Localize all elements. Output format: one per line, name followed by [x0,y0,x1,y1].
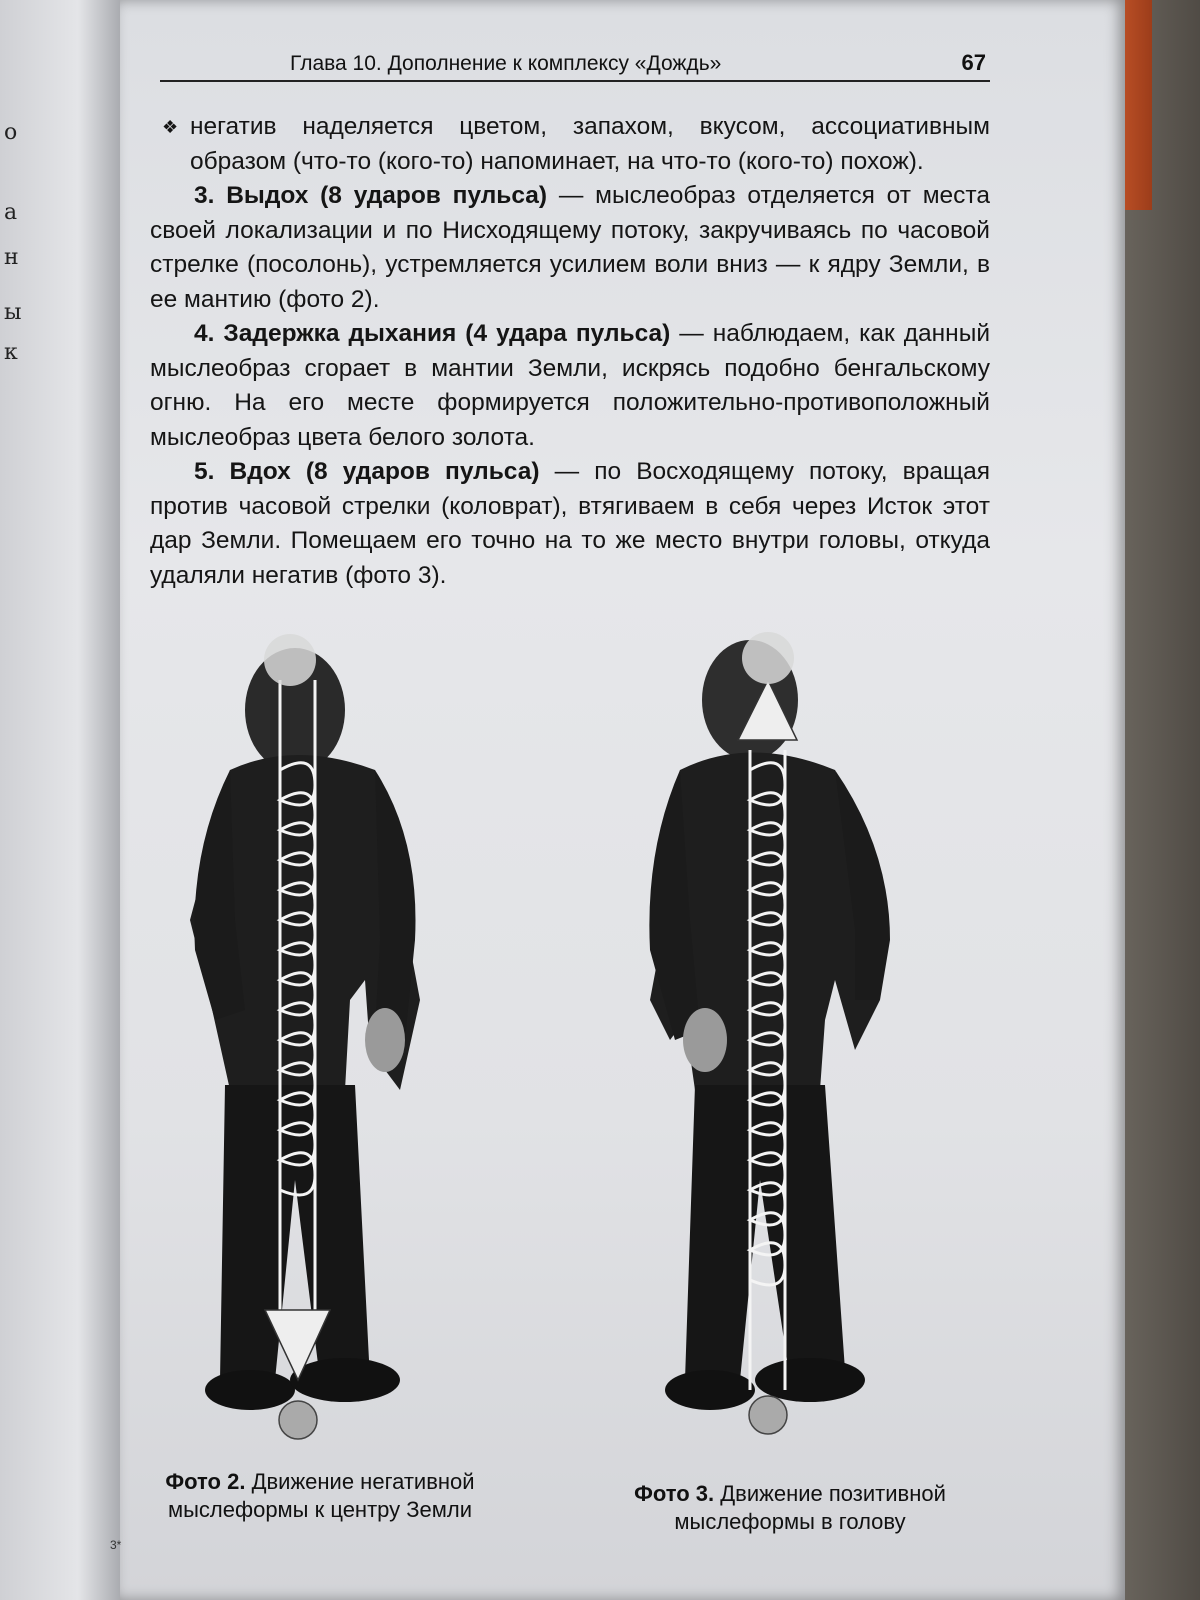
photo-2-caption-label: Фото 2. [165,1469,246,1494]
footnote-mark: 3* [110,1538,122,1552]
step-5-heading: 5. Вдох (8 ударов пульса) [194,458,540,485]
person-silhouette [649,640,890,1410]
photo-2-caption-text: Движение негативной мыслеформы к центру Земли [167,1469,475,1522]
step-4-paragraph [150,317,990,455]
running-header [160,50,990,82]
photo-2-caption [140,1468,500,1524]
step-4-text: — наблюдаем, как данный мыслеобраз сгорает в мантии Земли, искрясь подобно бенгальскому огню. На его месте формируется положительно-противоположный мыслеобраз цвета белого золота. [150,320,990,451]
left-margin-char: о [4,120,18,145]
left-margin-char: к [4,340,18,365]
head-circle-marker [742,632,794,684]
chapter-title: Глава 10. Дополнение к комплексу «Дождь» [290,52,722,75]
body-text [150,110,990,593]
page-number: 67 [961,50,986,75]
earth-core-circle [279,1401,317,1439]
photo-2-figure [170,620,530,1450]
photo-3-caption-text: Движение позитивной мыслеформы в голову [674,1481,946,1534]
step-4-heading: 4. Задержка дыхания (4 удара пульса) [194,320,671,347]
head-circle-marker [264,634,316,686]
photo-3-caption-label: Фото 3. [634,1481,715,1506]
left-page-edge [0,0,130,1600]
step-5-text: — по Восходящему потоку, вращая против часовой стрелки (коловрат), втягиваем в себя через Исток этот дар Земли. Помещаем его точно на то же место внутри головы, откуда удаляли негатив (фото 3). [150,458,990,589]
bullet-icon: ❖ [162,117,179,137]
step-3-paragraph [150,179,990,317]
left-margin-char: ы [4,300,22,325]
photo-3-caption [590,1480,990,1536]
step-3-text: — мыслеобраз отделяется от места своей локализации и по Нисходящему потоку, закручиваясь по часовой стрелке (посолонь), устремляется усилием воли вниз — к ядру Земли, в ее мантию (фото 2). [150,182,990,313]
bullet-text: негатив наделяется цветом, запахом, вкусом, ассоциативным образом (что-то (кого-то) напоминает, на что-то (кого-то) похож). [190,113,990,175]
earth-core-circle [749,1396,787,1434]
left-margin-char: н [4,245,19,270]
step-3-heading: 3. Выдох (8 ударов пульса) [194,182,548,209]
bullet-paragraph [150,110,990,179]
step-5-paragraph [150,455,990,593]
photo-3-figure [640,620,1000,1450]
left-margin-char: а [4,200,18,225]
